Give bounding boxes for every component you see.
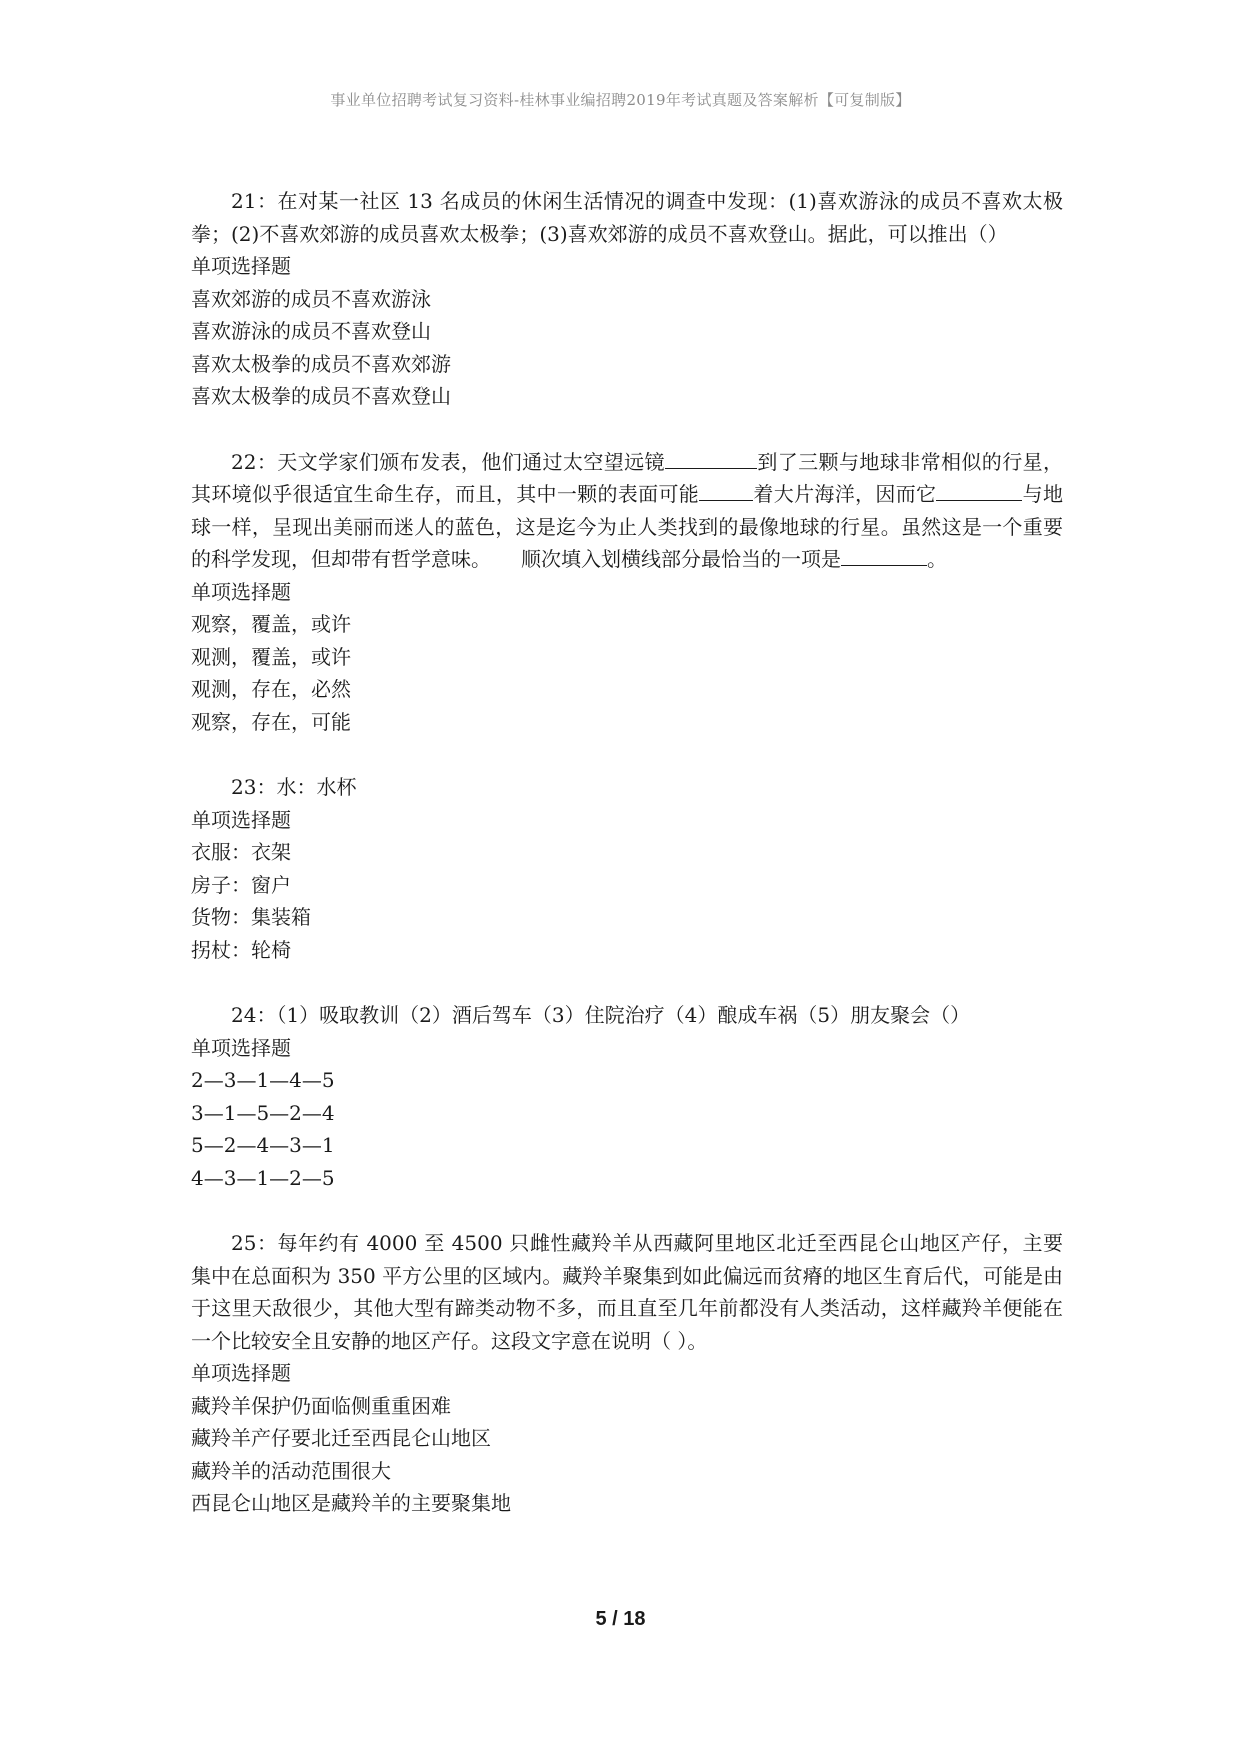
question-stem: 25：每年约有 4000 至 4500 只雌性藏羚羊从西藏阿里地区北迁至西昆仑山地区产仔，主要集中在总面积为 350 平方公里的区域内。藏羚羊聚集到如此偏远而贫瘠的地区生育后代，可能是由于这里天敌很少，其他大型有蹄类动物不多，而且直至几年前都没有人类活动，这样藏羚羊便能在一个比较安全且安静的地区产仔。这段文字意在说明（ ）。 (191, 1231, 1063, 1353)
fill-blank (665, 446, 757, 469)
option: 藏羚羊的活动范围很大 (191, 1458, 391, 1483)
question-22 (191, 446, 1063, 739)
option: 房子：窗户 (191, 872, 291, 897)
option: 衣服：衣架 (191, 840, 291, 864)
fill-blank (936, 478, 1022, 501)
question-stem (191, 446, 1063, 576)
stem-part: 。 (927, 547, 947, 571)
question-type: 单项选择题 (191, 807, 291, 832)
question-stem: 21：在对某一社区 13 名成员的休闲生活情况的调查中发现：(1)喜欢游泳的成员不喜欢太极拳；(2)不喜欢郊游的成员喜欢太极拳；(3)喜欢郊游的成员不喜欢登山。据此，可以推出（） (191, 189, 1063, 246)
question-stem: 24：（1）吸取教训（2）酒后驾车（3）住院治疗（4）酿成车祸（5）朋友聚会（） (231, 1003, 971, 1027)
option: 4—3—1—2—5 (191, 1165, 335, 1190)
stem-part: 22：天文学家们颁布发表，他们通过太空望远镜 (231, 449, 665, 474)
fill-blank (841, 543, 927, 566)
option: 喜欢郊游的成员不喜欢游泳 (191, 286, 431, 311)
stem-part: 到了三颗与地球非常相似的行星，其环境似乎很适宜生命生存，而且，其中一颗的表面可能 (191, 449, 1063, 506)
option: 观察，覆盖，或许 (191, 612, 351, 636)
page-header: 事业单位招聘考试复习资料-桂林事业编招聘2019年考试真题及答案解析【可复制版】 (330, 91, 911, 109)
option: 观测，覆盖，或许 (191, 644, 351, 669)
option: 喜欢游泳的成员不喜欢登山 (191, 319, 431, 343)
question-25 (191, 1227, 1063, 1520)
question-type: 单项选择题 (191, 254, 291, 278)
question-type: 单项选择题 (191, 579, 291, 604)
question-type: 单项选择题 (191, 1361, 291, 1385)
fill-blank (699, 478, 753, 501)
question-21 (191, 185, 1063, 413)
stem-part: 与地球一样，呈现出美丽而迷人的蓝色，这是迄今为止人类找到的最像地球的行星。虽然这是一个重要的科学发现，但却带有哲学意味。 顺次填入划横线部分最恰当的一项是 (191, 482, 1064, 571)
option: 拐杖：轮椅 (191, 937, 291, 962)
question-type: 单项选择题 (191, 1035, 291, 1060)
option: 2—3—1—4—5 (191, 1068, 335, 1092)
stem-part: 着大片海洋，因而它 (753, 482, 937, 506)
option: 藏羚羊保护仍面临侧重重困难 (191, 1393, 451, 1418)
option: 货物：集装箱 (191, 905, 311, 929)
option: 喜欢太极拳的成员不喜欢郊游 (191, 351, 451, 376)
option: 5—2—4—3—1 (191, 1133, 335, 1157)
option: 观测，存在，必然 (191, 677, 351, 701)
option: 3—1—5—2—4 (191, 1100, 335, 1125)
option: 西昆仑山地区是藏羚羊的主要聚集地 (191, 1491, 511, 1515)
option: 藏羚羊产仔要北迁至西昆仑山地区 (191, 1426, 491, 1450)
document-body (191, 185, 1063, 1553)
question-23 (191, 771, 1063, 966)
question-stem: 23：水：水杯 (231, 775, 357, 799)
option: 喜欢太极拳的成员不喜欢登山 (191, 384, 451, 408)
page-number: 5 / 18 (595, 1608, 646, 1630)
option: 观察，存在，可能 (191, 709, 351, 734)
question-24 (191, 999, 1063, 1194)
